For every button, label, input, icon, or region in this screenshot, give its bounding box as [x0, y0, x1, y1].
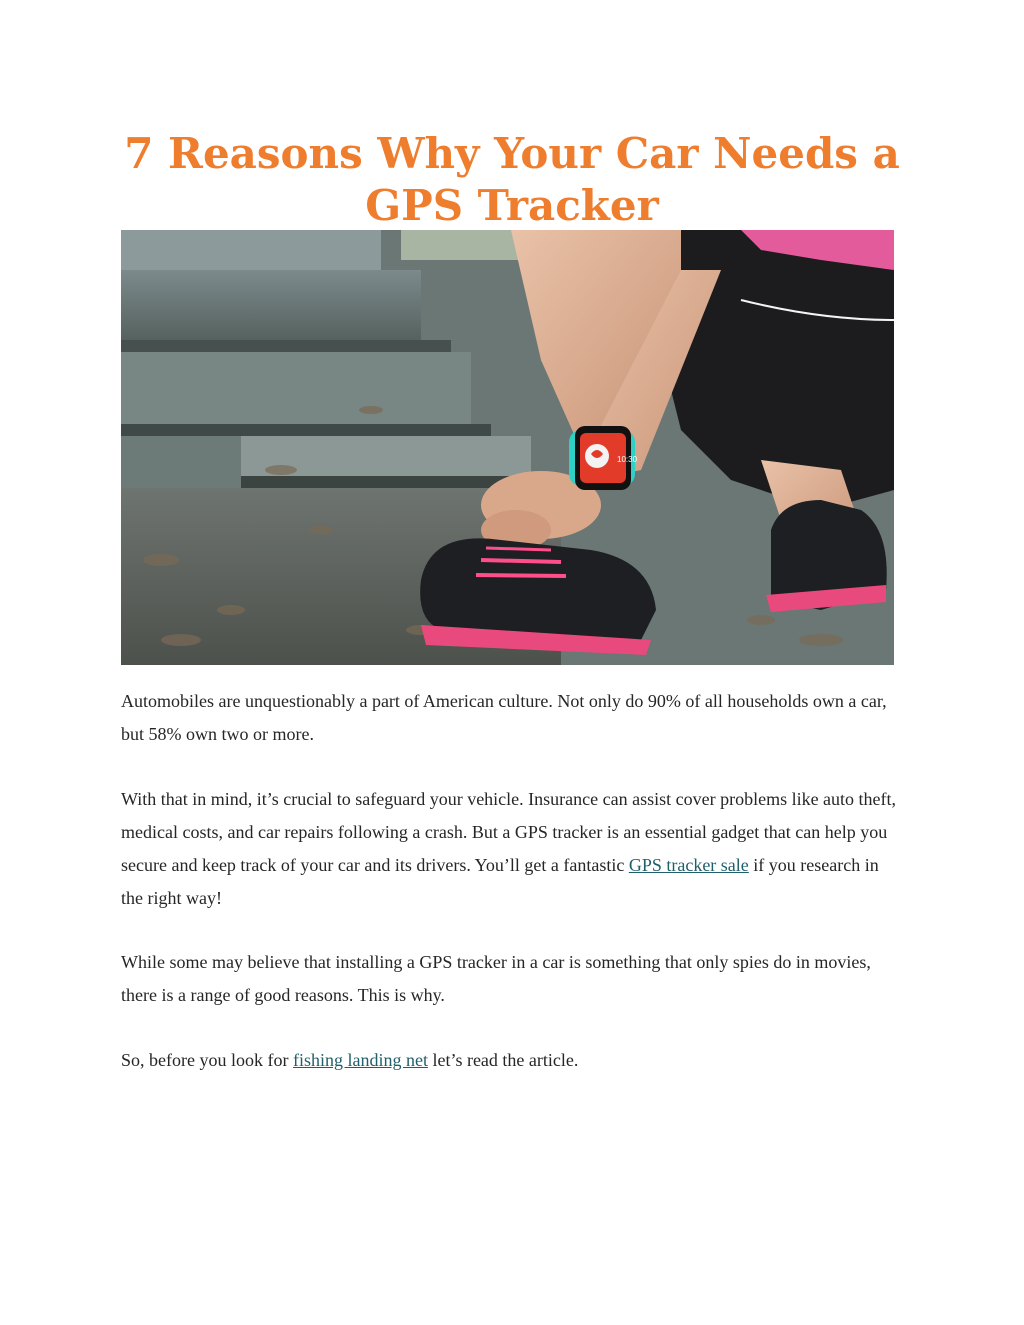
paragraph-reasons: While some may believe that installing a GPS tracker in a car is something that only spies do in movies, there is a range of good reasons. This is why. [121, 952, 871, 1005]
paragraph-before-reading-text: So, before you look for [121, 1050, 293, 1070]
smartwatch [569, 426, 638, 490]
gps-tracker-sale-link[interactable]: GPS tracker sale [628, 855, 749, 875]
paragraph-safeguard-tail: if you research in the right way! [121, 855, 879, 908]
hero-image [121, 230, 894, 665]
paragraph-before-reading [121, 1044, 903, 1077]
paragraph-intro: Automobiles are unquestionably a part of American culture. Not only do 90% of all households own a car, but 58% own two or more. [121, 691, 887, 744]
article-title-line-2: GPS Tracker [365, 181, 659, 230]
paragraph-safeguard [121, 783, 903, 915]
paragraph-before-reading-tail: let’s read the article. [427, 1050, 579, 1070]
article-title-line-1: 7 Reasons Why Your Car Needs a [124, 129, 900, 178]
article-title [110, 128, 914, 232]
hero-illustration [121, 230, 894, 665]
paragraph-safeguard-text: With that in mind, it’s crucial to safeguard your vehicle. Insurance can assist cover problems like auto theft, medical costs, and car repairs following a crash. But a GPS tracker is an essential gadget that can help you secure and keep track of your car and its drivers. You’ll get a fantastic [121, 789, 897, 875]
fishing-landing-net-link[interactable]: fishing landing net [292, 1050, 428, 1070]
watch-display-text: 10:30 [617, 455, 638, 464]
